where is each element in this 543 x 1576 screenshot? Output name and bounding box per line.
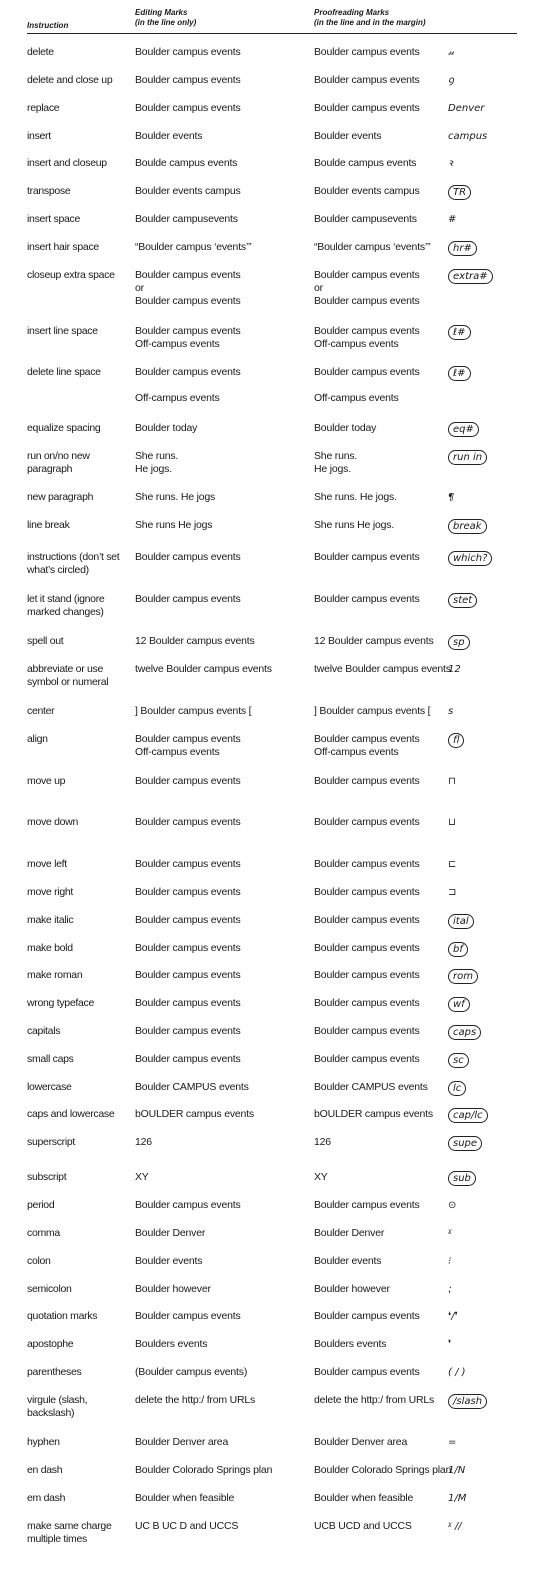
proofreading-mark-cell: She runs He jogs.	[314, 519, 395, 531]
proofreading-mark-cell: Boulder Denver area	[314, 1436, 408, 1448]
instruction-cell: new paragraph	[27, 491, 94, 503]
instruction-cell: insert	[27, 130, 51, 142]
margin-mark: sp	[448, 635, 470, 650]
proofreading-mark-cell: Boulder campus events	[314, 969, 420, 981]
margin-mark: ( / )	[448, 1367, 466, 1378]
margin-mark: 𝓃	[448, 47, 455, 58]
instruction-cell: insert line space	[27, 325, 98, 337]
instruction-cell: center	[27, 705, 55, 717]
margin-mark: #	[448, 214, 457, 225]
margin-mark: campus	[448, 131, 488, 142]
instruction-cell: move up	[27, 775, 66, 787]
margin-mark: ⊐	[448, 887, 457, 898]
proofreading-mark-cell: Boulder campus events	[314, 593, 420, 605]
margin-mark: ¶	[448, 492, 455, 503]
margin-mark: Denver	[448, 103, 485, 114]
margin-mark: run in	[448, 450, 487, 465]
editing-mark-cell: Boulde campus events	[135, 157, 238, 169]
proofreading-mark-cell: Boulder however	[314, 1283, 390, 1295]
instruction-cell: make same charge multiple times	[27, 1520, 112, 1545]
margin-mark: rom	[448, 969, 478, 984]
margin-mark: ⊏	[448, 859, 457, 870]
proofreading-mark-cell: Boulder campus events or Boulder campus events	[314, 269, 420, 307]
proofreading-mark-cell: Boulder campus events	[314, 775, 420, 787]
editing-mark-cell: Boulder events	[135, 130, 203, 142]
proofreading-mark-cell: Boulder campus events	[314, 102, 420, 114]
margin-mark: /slash	[448, 1394, 487, 1409]
editing-mark-cell: Boulder campus events Off-campus events	[135, 366, 241, 404]
editing-mark-cell: Boulder events	[135, 1255, 203, 1267]
editing-mark-cell: Boulder campus events	[135, 1025, 241, 1037]
editing-mark-cell: Boulders events	[135, 1338, 208, 1350]
instruction-cell: delete and close up	[27, 74, 113, 86]
proofreading-mark-cell: UCB UCD and UCCS	[314, 1520, 412, 1532]
margin-mark: supe	[448, 1136, 482, 1151]
proofreading-mark-cell: Boulder campus events	[314, 1310, 420, 1322]
proofreading-mark-cell: Boulder campus events	[314, 1366, 420, 1378]
margin-mark: caps	[448, 1025, 481, 1040]
proofreading-mark-cell: 126	[314, 1136, 331, 1148]
margin-mark: wf	[448, 997, 470, 1012]
margin-mark: ꜱ	[448, 706, 454, 717]
instruction-cell: semicolon	[27, 1283, 72, 1295]
editing-mark-cell: Boulder campus events	[135, 46, 241, 58]
margin-mark: bf	[448, 942, 468, 957]
instruction-cell: insert hair space	[27, 241, 99, 253]
instruction-cell: insert space	[27, 213, 81, 225]
editing-mark-cell: Boulder campus events	[135, 942, 241, 954]
proofreading-mark-cell: Boulder campus events	[314, 858, 420, 870]
proofreading-mark-cell: Boulder campus events Off-campus events	[314, 733, 420, 758]
margin-mark: 1/M	[448, 1493, 467, 1504]
editing-mark-cell: twelve Boulder campus events	[135, 663, 272, 675]
instruction-cell: align	[27, 733, 48, 745]
margin-mark: TR	[448, 185, 471, 200]
margin-mark: ⁏	[448, 1284, 452, 1295]
margin-mark: ᵡ	[448, 1228, 452, 1239]
proofreading-mark-cell: Boulder events campus	[314, 185, 420, 197]
proofreading-mark-cell: Boulder campus events	[314, 816, 420, 828]
instruction-cell: move right	[27, 886, 74, 898]
editing-mark-cell: Boulder however	[135, 1283, 211, 1295]
editing-mark-cell: Boulder campusevents	[135, 213, 238, 225]
editing-mark-cell: Boulder campus events	[135, 102, 241, 114]
instruction-cell: lowercase	[27, 1081, 72, 1093]
editing-mark-cell: Boulder campus events	[135, 551, 241, 563]
margin-mark: fl	[448, 733, 464, 748]
proofreading-mark-cell: She runs. He jogs.	[314, 491, 397, 503]
instruction-cell: capitals	[27, 1025, 61, 1037]
proofreading-mark-cell: Boulder CAMPUS events	[314, 1081, 428, 1093]
margin-mark: ⊙	[448, 1200, 457, 1211]
proofreading-mark-cell: Boulder campus events	[314, 914, 420, 926]
proofreading-mark-cell: Boulder campus events	[314, 46, 420, 58]
instruction-cell: wrong typeface	[27, 997, 95, 1009]
instruction-cell: instructions (don’t set what’s circled)	[27, 551, 120, 576]
editing-mark-cell: Boulder Denver area	[135, 1436, 229, 1448]
margin-mark: cap/lc	[448, 1108, 488, 1123]
proofreading-mark-cell: Boulder Denver	[314, 1227, 385, 1239]
margin-mark: stet	[448, 593, 477, 608]
instruction-cell: em dash	[27, 1492, 66, 1504]
editing-mark-cell: (Boulder campus events)	[135, 1366, 248, 1378]
instruction-cell: spell out	[27, 635, 64, 647]
margin-mark: ℓ#	[448, 366, 471, 381]
editing-mark-cell: Boulder campus events	[135, 858, 241, 870]
instruction-cell: small caps	[27, 1053, 74, 1065]
instruction-cell: comma	[27, 1227, 60, 1239]
instruction-cell: let it stand (ignore marked changes)	[27, 593, 105, 618]
proofreading-mark-cell: Boulder events	[314, 130, 382, 142]
editing-mark-cell: ] Boulder campus events [	[135, 705, 252, 717]
editing-column-header	[135, 8, 196, 28]
margin-mark: sub	[448, 1171, 476, 1186]
instruction-cell: insert and closeup	[27, 157, 107, 169]
margin-mark: eq#	[448, 422, 479, 437]
proofreading-mark-cell: Boulder campus events	[314, 886, 420, 898]
editing-mark-cell: UC B UC D and UCCS	[135, 1520, 239, 1532]
proofreading-mark-cell: Boulder Colorado Springs plan	[314, 1464, 452, 1476]
proofreading-mark-cell: ] Boulder campus events [	[314, 705, 431, 717]
editing-mark-cell: Boulder campus events	[135, 914, 241, 926]
margin-mark: ꝯ	[448, 75, 454, 86]
margin-mark: ❜	[448, 1339, 452, 1350]
margin-mark: sc	[448, 1053, 469, 1068]
proofreading-mark-cell: Boulders events	[314, 1338, 387, 1350]
instruction-cell: caps and lowercase	[27, 1108, 115, 1120]
proofreading-mark-cell: She runs. He jogs.	[314, 450, 358, 475]
editing-mark-cell: Boulder campus events	[135, 969, 241, 981]
editing-mark-cell: Boulder events campus	[135, 185, 241, 197]
proofreading-mark-cell: “Boulder campus ‘events’”	[314, 241, 431, 253]
instruction-cell: quotation marks	[27, 1310, 98, 1322]
editing-mark-cell: Boulder Colorado Springs plan	[135, 1464, 273, 1476]
instruction-cell: delete line space	[27, 366, 101, 378]
proof-column-header	[314, 8, 426, 28]
proofreading-mark-cell: Boulder campus events	[314, 74, 420, 86]
instruction-cell: subscript	[27, 1171, 67, 1183]
editing-mark-cell: Boulder campus events	[135, 74, 241, 86]
instruction-cell: equalize spacing	[27, 422, 101, 434]
instruction-cell: make italic	[27, 914, 74, 926]
editing-mark-cell: Boulder campus events	[135, 816, 241, 828]
margin-mark: 1/N	[448, 1465, 466, 1476]
margin-mark: hr#	[448, 241, 477, 256]
proofreading-mark-cell: Boulder today	[314, 422, 377, 434]
editing-mark-cell: “Boulder campus ‘events’”	[135, 241, 252, 253]
instruction-cell: closeup extra space	[27, 269, 115, 281]
instruction-cell: delete	[27, 46, 54, 58]
instruction-cell: colon	[27, 1255, 51, 1267]
proofreading-mark-cell: Boulder campus events	[314, 1053, 420, 1065]
editing-mark-cell: She runs He jogs	[135, 519, 213, 531]
editing-mark-cell: Boulder CAMPUS events	[135, 1081, 249, 1093]
proofreading-mark-cell: Boulder campusevents	[314, 213, 417, 225]
instruction-cell: abbreviate or use symbol or numeral	[27, 663, 109, 688]
editing-mark-cell: Boulder Denver	[135, 1227, 206, 1239]
editing-mark-cell: Boulder when feasible	[135, 1492, 235, 1504]
editing-mark-cell: Boulder campus events	[135, 1310, 241, 1322]
margin-mark: 12	[448, 664, 461, 675]
proofreading-mark-cell: Boulder campus events Off-campus events	[314, 325, 420, 350]
margin-mark: break	[448, 519, 487, 534]
margin-mark: ℓ#	[448, 325, 471, 340]
instruction-cell: superscript	[27, 1136, 76, 1148]
instruction-cell: hyphen	[27, 1436, 60, 1448]
proofreading-mark-cell: twelve Boulder campus events	[314, 663, 451, 675]
proofreading-mark-cell: XY	[314, 1171, 328, 1183]
editing-mark-cell: 126	[135, 1136, 152, 1148]
instruction-cell: run on/no new paragraph	[27, 450, 90, 475]
editing-mark-cell: XY	[135, 1171, 149, 1183]
header-divider	[27, 33, 517, 34]
margin-mark: ital	[448, 914, 474, 929]
editing-mark-cell: Boulder campus events or Boulder campus events	[135, 269, 241, 307]
editing-mark-cell: She runs. He jogs.	[135, 450, 179, 475]
editing-mark-cell: Boulder campus events Off-campus events	[135, 325, 241, 350]
editing-title: Editing Marks	[135, 8, 188, 17]
instruction-column-header: Instruction	[27, 21, 69, 30]
editing-mark-cell: Boulder campus events	[135, 1199, 241, 1211]
proof-subtitle: (in the line and in the margin)	[314, 18, 426, 27]
editing-mark-cell: Boulder campus events Off-campus events	[135, 733, 241, 758]
editing-subtitle: (in the line only)	[135, 18, 197, 27]
margin-mark: which?	[448, 551, 492, 566]
proofreading-mark-cell: Boulder campus events	[314, 1025, 420, 1037]
proofreading-mark-cell: delete the http:/ from URLs	[314, 1394, 435, 1406]
proofreading-mark-cell: Boulder campus events	[314, 1199, 420, 1211]
margin-mark: extra#	[448, 269, 493, 284]
margin-mark: =	[448, 1437, 457, 1448]
editing-mark-cell: Boulder today	[135, 422, 198, 434]
instruction-cell: make roman	[27, 969, 83, 981]
proofreading-mark-cell: 12 Boulder campus events	[314, 635, 434, 647]
margin-mark: ᵡ //	[448, 1521, 462, 1532]
margin-mark: ⁝	[448, 1256, 452, 1267]
editing-mark-cell: Boulder campus events	[135, 886, 241, 898]
proofreading-mark-cell: Boulder campus events	[314, 942, 420, 954]
margin-mark: ꝛ	[448, 158, 453, 169]
instruction-cell: transpose	[27, 185, 71, 197]
instruction-cell: make bold	[27, 942, 73, 954]
proofreading-mark-cell: Boulder events	[314, 1255, 382, 1267]
margin-mark: ⊔	[448, 817, 456, 828]
proofreading-mark-cell: bOULDER campus events	[314, 1108, 433, 1120]
proof-title: Proofreading Marks	[314, 8, 390, 17]
instruction-cell: en dash	[27, 1464, 63, 1476]
instruction-cell: replace	[27, 102, 60, 114]
proofreading-mark-cell: Boulde campus events	[314, 157, 417, 169]
proofreading-mark-cell: Boulder when feasible	[314, 1492, 414, 1504]
instruction-cell: line break	[27, 519, 70, 531]
instruction-cell: apostophe	[27, 1338, 74, 1350]
editing-mark-cell: Boulder campus events	[135, 775, 241, 787]
margin-mark: ❛/❜	[448, 1311, 458, 1322]
proofreading-mark-cell: Boulder campus events	[314, 997, 420, 1009]
editing-mark-cell: Boulder campus events	[135, 997, 241, 1009]
editing-mark-cell: delete the http:/ from URLs	[135, 1394, 256, 1406]
instruction-cell: parentheses	[27, 1366, 82, 1378]
instruction-cell: move down	[27, 816, 78, 828]
instruction-cell: period	[27, 1199, 55, 1211]
editing-mark-cell: She runs. He jogs	[135, 491, 216, 503]
margin-mark: ⊓	[448, 776, 456, 787]
editing-mark-cell: bOULDER campus events	[135, 1108, 254, 1120]
proofreading-mark-cell: Boulder campus events	[314, 551, 420, 563]
editing-mark-cell: 12 Boulder campus events	[135, 635, 255, 647]
editing-mark-cell: Boulder campus events	[135, 593, 241, 605]
instruction-cell: virgule (slash, backslash)	[27, 1394, 88, 1419]
editing-mark-cell: Boulder campus events	[135, 1053, 241, 1065]
proofreading-mark-cell: Boulder campus events Off-campus events	[314, 366, 420, 404]
margin-mark: lc	[448, 1081, 466, 1096]
instruction-cell: move left	[27, 858, 67, 870]
